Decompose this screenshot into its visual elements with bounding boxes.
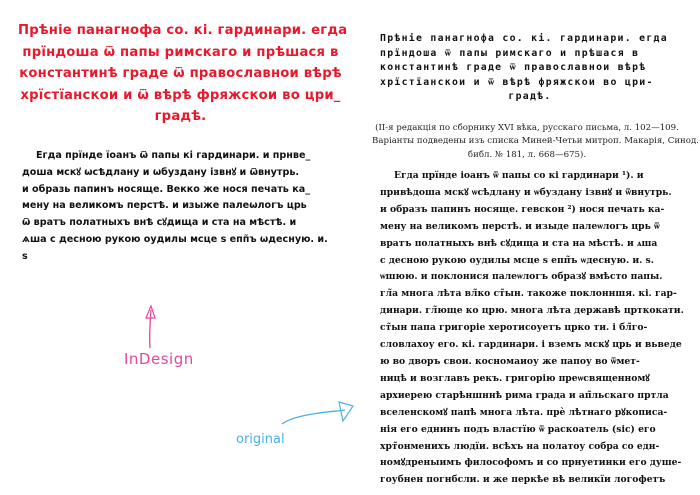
annotation-original: original xyxy=(236,432,285,447)
left-body-line: Егда прїнде їоанъ ѿ папы кі гардинари. и прнве_ xyxy=(36,150,311,161)
note-line: библ. № 181, л. 668—675). xyxy=(467,149,587,160)
note-line: Варіанты подведены изъ списка Миней-Четьи митроп. Макарія, Синод. xyxy=(372,136,699,147)
right-body-line: гл̃а многа лѣта вл̃ко ст̃ын. такоже поклонншя. кі. гар- xyxy=(380,288,677,300)
right-body-line: гоубнен погнбсли. и же перкѣе вѣ великїи логофетъ xyxy=(380,474,666,486)
right-title-line: хрїстїанскои и ѿ вѣрѣ фряжскои во цри- xyxy=(380,76,654,88)
right-body-line: Егда прїнде іоанъ ѿ папы со кі гардинари ¹). и xyxy=(394,170,644,181)
right-body-line: номꙋдреныимъ философомъ и со прнуетинки его душе- xyxy=(380,457,682,469)
right-body-line: нія его еднинъ подъ властїю ѿ раскоатель (sic) его xyxy=(380,423,656,435)
right-body-line: вратъ полатныхъ внѣ сꙋдища и ста на мѣстѣ. и ѧша xyxy=(380,237,658,249)
arrow-up-icon xyxy=(146,306,155,348)
right-body-line: архиерею старѣншннѣ рима града и ап̃льскаго пртла xyxy=(380,389,669,401)
right-body-line: динари. гл̃юще ко црю. многа лѣта державѣ црткокати. xyxy=(380,305,684,317)
right-body-line: ницѣ и возглавъ рекъ. григорію преѡсвященномꙋ xyxy=(380,372,650,384)
left-body-line: мену на великомъ перстѣ. и изыже палеѡлогъ црь xyxy=(22,200,307,212)
right-body-line: вселенскомꙋ папѣ многа лѣта. прѐ лѣтнаго рꙋкописа- xyxy=(380,406,668,418)
left-body-line: доша мскꙋ ѡсѣдлану и ѡбуздану ізвнꙋ и ѿвнутрь. xyxy=(22,166,300,178)
annotation-indesign: InDesign xyxy=(124,350,194,368)
left-title-line: градѣ. xyxy=(154,109,207,124)
left-title-line: Прѣніе панагнофа со. кі. гардинари. егда xyxy=(18,23,348,38)
right-title-line: градѣ. xyxy=(508,91,552,103)
right-body-line: ст̃ын папа григоріе херотисоуетъ црко ти. і бл̃го- xyxy=(380,322,648,334)
left-title-line: константинѣ граде ѿ православнои вѣрѣ xyxy=(19,66,342,81)
right-body-line: ю во дворъ свои. косномаиоу же папоу во ѿмет- xyxy=(380,355,640,367)
right-body-line: словлахоу его. кі. гардинари. і вземъ мскꙋ црь и вьведе xyxy=(380,339,682,351)
right-body-line: хрт̃онменихъ людїи. всѣхъ на полатоу собра со едн- xyxy=(380,440,660,452)
note-line: (II-я редакція по сборнику XVI вѣка, русскаго письма, л. 102—109. xyxy=(375,123,679,133)
left-body-line: ѧша с десною рукою оудилы мсце ѕ епп̃ъ ѡдесную. и. xyxy=(22,233,328,245)
right-body-line: с десною рукою оудилы мсце ѕ епп̃ъ ѡдесную. и. ѕ. xyxy=(380,254,654,266)
arrow-right-icon xyxy=(282,402,353,424)
left-title-line: прїндоша ѿ папы римскаго и прѣшася в xyxy=(22,44,339,60)
right-body-line: ѡшюю. и поклонися палеѡлогъ образꙋ вмѣсто папы. xyxy=(380,271,663,283)
right-body-line: и образъ папинъ носяще. гевскон ²) нося печать ка- xyxy=(380,203,665,215)
right-title-line: Прѣніе панагнофа со. кі. гардинари. егда xyxy=(380,33,668,44)
right-title-line: константинѣ граде ѿ православнои вѣрѣ xyxy=(380,62,647,74)
left-body-line: ѕ xyxy=(22,250,28,262)
right-body-line: мену на великомъ перстѣ. и изыде палеѡлогъ црь ѿ xyxy=(380,220,660,232)
right-body-line: привѣдоша мскꙋ ѡсѣдлану и ѡбуздану ізвнꙋ и ѿвнутрь. xyxy=(380,186,672,198)
left-body-line: ѿ вратъ полатныхъ внѣ сꙋдища и ста на мѣстѣ. и xyxy=(22,217,297,229)
left-title-line: хрїстїанскои и ѿ вѣрѣ фряжскои во цри_ xyxy=(20,87,341,103)
right-title-line: прїндоша ѿ папы римскаго и прѣшася в xyxy=(380,47,640,59)
left-body-line: и образь папинъ носяще. Векко же нося печать ка_ xyxy=(22,183,310,195)
